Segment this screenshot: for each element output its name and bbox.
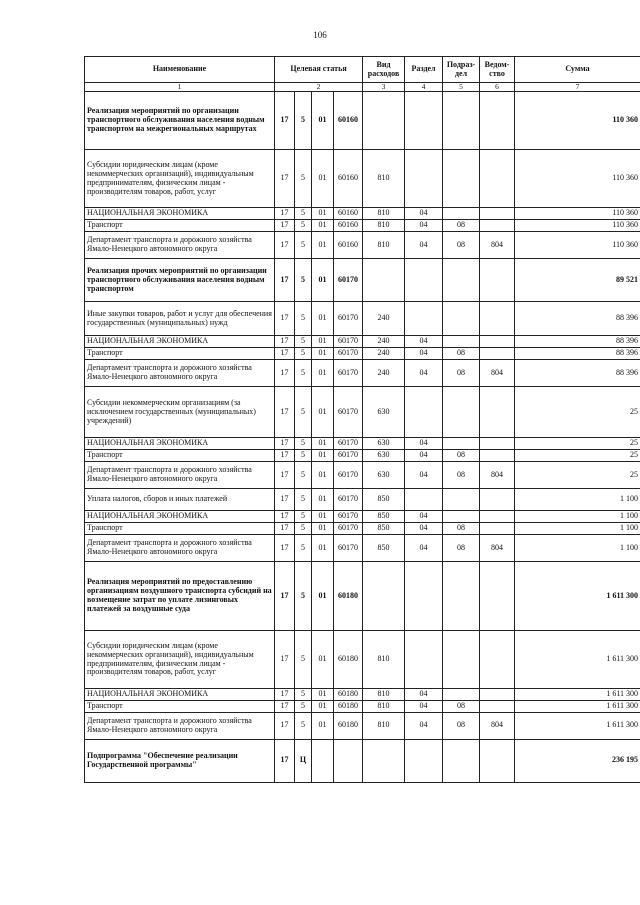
expense-type: 240 (363, 360, 405, 387)
expense-type (363, 259, 405, 302)
expense-type: 810 (363, 712, 405, 739)
expense-type: 630 (363, 387, 405, 438)
target-code-program: 17 (275, 438, 295, 450)
target-code-subprogram: 5 (295, 302, 312, 336)
table-row (85, 438, 640, 450)
target-code-program: 17 (275, 360, 295, 387)
target-code-direction: 60180 (334, 700, 363, 712)
amount: 88 396 (515, 360, 640, 387)
row-name: Транспорт (85, 348, 275, 360)
row-name: Субсидии юридическим лицам (кроме некоммерческих организаций), индивидуальным предпринимателям, физическим лицам - производителям товаров, работ, услуг (85, 150, 275, 208)
section-code: 04 (405, 689, 443, 701)
target-code-program: 17 (275, 739, 295, 782)
target-code-event: 01 (312, 259, 334, 302)
target-code-subprogram: 5 (295, 462, 312, 489)
target-code-direction: 60170 (334, 438, 363, 450)
header-target: Целевая статья (275, 57, 363, 83)
target-code-direction: 60170 (334, 348, 363, 360)
row-name: Департамент транспорта и дорожного хозяйства Ямало-Ненецкого автономного округа (85, 712, 275, 739)
target-code-direction: 60160 (334, 92, 363, 150)
target-code-program: 17 (275, 523, 295, 535)
amount: 25 (515, 387, 640, 438)
table-row (85, 689, 640, 701)
expense-type: 630 (363, 462, 405, 489)
target-code-event: 01 (312, 523, 334, 535)
table-row (85, 150, 640, 208)
amount: 110 360 (515, 150, 640, 208)
department-code (480, 220, 515, 232)
section-code: 04 (405, 208, 443, 220)
target-code-program: 17 (275, 712, 295, 739)
expense-type: 810 (363, 208, 405, 220)
target-code-event: 01 (312, 336, 334, 348)
section-code: 04 (405, 438, 443, 450)
subsection-code (443, 92, 480, 150)
row-name: Иные закупки товаров, работ и услуг для обеспечения государственных (муниципальных) нужд (85, 302, 275, 336)
target-code-event: 01 (312, 462, 334, 489)
table-row (85, 712, 640, 739)
table-body (85, 92, 640, 783)
row-name: НАЦИОНАЛЬНАЯ ЭКОНОМИКА (85, 511, 275, 523)
target-code-event: 01 (312, 489, 334, 511)
subsection-code: 08 (443, 220, 480, 232)
section-code: 04 (405, 232, 443, 259)
target-code-event: 01 (312, 360, 334, 387)
target-code-subprogram: 5 (295, 387, 312, 438)
department-code: 804 (480, 712, 515, 739)
target-code-program: 17 (275, 450, 295, 462)
target-code-event: 01 (312, 387, 334, 438)
section-code (405, 489, 443, 511)
department-code (480, 208, 515, 220)
row-name: Транспорт (85, 450, 275, 462)
table-row (85, 208, 640, 220)
target-code-event: 01 (312, 689, 334, 701)
subsection-code (443, 739, 480, 782)
section-code: 04 (405, 700, 443, 712)
subsection-code (443, 562, 480, 631)
subsection-code (443, 336, 480, 348)
target-code-subprogram: 5 (295, 438, 312, 450)
target-code-event: 01 (312, 712, 334, 739)
row-name: НАЦИОНАЛЬНАЯ ЭКОНОМИКА (85, 208, 275, 220)
target-code-subprogram: 5 (295, 92, 312, 150)
table-row (85, 302, 640, 336)
amount: 25 (515, 438, 640, 450)
target-code-subprogram: 5 (295, 259, 312, 302)
expense-type: 810 (363, 689, 405, 701)
table-row (85, 631, 640, 689)
table-row (85, 700, 640, 712)
target-code-subprogram: 5 (295, 336, 312, 348)
expense-type: 850 (363, 523, 405, 535)
target-code-subprogram: 5 (295, 712, 312, 739)
expense-type: 850 (363, 489, 405, 511)
target-code-direction: 60170 (334, 387, 363, 438)
target-code-direction: 60170 (334, 511, 363, 523)
header-name: Наименование (85, 57, 275, 83)
table-row (85, 462, 640, 489)
subsection-code: 08 (443, 360, 480, 387)
row-name: Субсидии некоммерческим организациям (за исключением государственных (муниципальных) учреждений) (85, 387, 275, 438)
header-subsection: Подраз-дел (443, 57, 480, 83)
subsection-code (443, 631, 480, 689)
expense-type: 240 (363, 336, 405, 348)
target-code-direction: 60180 (334, 689, 363, 701)
target-code-direction: 60170 (334, 489, 363, 511)
target-code-event: 01 (312, 208, 334, 220)
section-code (405, 150, 443, 208)
section-code: 04 (405, 511, 443, 523)
budget-table (84, 56, 640, 783)
department-code (480, 92, 515, 150)
amount: 1 100 (515, 511, 640, 523)
target-code-program: 17 (275, 336, 295, 348)
amount: 1 611 300 (515, 631, 640, 689)
subsection-code: 08 (443, 535, 480, 562)
target-code-direction: 60170 (334, 360, 363, 387)
subsection-code: 08 (443, 348, 480, 360)
target-code-program: 17 (275, 232, 295, 259)
expense-type: 850 (363, 511, 405, 523)
section-code (405, 562, 443, 631)
target-code-event: 01 (312, 302, 334, 336)
row-name: НАЦИОНАЛЬНАЯ ЭКОНОМИКА (85, 438, 275, 450)
subsection-code (443, 259, 480, 302)
department-code (480, 387, 515, 438)
section-code (405, 92, 443, 150)
expense-type: 810 (363, 220, 405, 232)
department-code (480, 336, 515, 348)
amount: 88 396 (515, 302, 640, 336)
table-row (85, 739, 640, 782)
amount: 88 396 (515, 336, 640, 348)
column-index: 5 (443, 83, 480, 92)
subsection-code: 08 (443, 450, 480, 462)
row-name: Реализация прочих мероприятий по организации транспортного обслуживания населения водным транспортом (85, 259, 275, 302)
target-code-direction (334, 739, 363, 782)
target-code-direction: 60180 (334, 562, 363, 631)
target-code-event: 01 (312, 232, 334, 259)
section-code (405, 739, 443, 782)
section-code (405, 631, 443, 689)
subsection-code: 08 (443, 462, 480, 489)
table-row (85, 523, 640, 535)
target-code-subprogram: 5 (295, 360, 312, 387)
department-code (480, 438, 515, 450)
target-code-subprogram: 5 (295, 562, 312, 631)
target-code-subprogram: 5 (295, 150, 312, 208)
table-row (85, 92, 640, 150)
section-code: 04 (405, 360, 443, 387)
table-row (85, 511, 640, 523)
target-code-subprogram: 5 (295, 348, 312, 360)
department-code: 804 (480, 232, 515, 259)
target-code-program: 17 (275, 511, 295, 523)
expense-type: 810 (363, 150, 405, 208)
department-code: 804 (480, 535, 515, 562)
department-code (480, 700, 515, 712)
amount: 236 195 (515, 739, 640, 782)
section-code: 04 (405, 336, 443, 348)
target-code-program: 17 (275, 348, 295, 360)
row-name: Транспорт (85, 220, 275, 232)
department-code (480, 150, 515, 208)
target-code-direction: 60170 (334, 523, 363, 535)
target-code-event: 01 (312, 220, 334, 232)
table-row (85, 450, 640, 462)
target-code-direction: 60180 (334, 631, 363, 689)
target-code-program: 17 (275, 489, 295, 511)
row-name: Уплата налогов, сборов и иных платежей (85, 489, 275, 511)
target-code-program: 17 (275, 689, 295, 701)
department-code (480, 739, 515, 782)
amount: 25 (515, 450, 640, 462)
target-code-subprogram: 5 (295, 450, 312, 462)
column-index: 6 (480, 83, 515, 92)
section-code: 04 (405, 450, 443, 462)
target-code-subprogram: 5 (295, 535, 312, 562)
target-code-subprogram: 5 (295, 489, 312, 511)
target-code-subprogram: 5 (295, 700, 312, 712)
table-row (85, 387, 640, 438)
target-code-event: 01 (312, 92, 334, 150)
table-row (85, 220, 640, 232)
amount: 110 360 (515, 232, 640, 259)
amount: 110 360 (515, 92, 640, 150)
header-expense-type: Вид расходов (363, 57, 405, 83)
amount: 1 100 (515, 489, 640, 511)
department-code (480, 259, 515, 302)
column-index: 7 (515, 83, 640, 92)
target-code-subprogram: 5 (295, 631, 312, 689)
target-code-event: 01 (312, 700, 334, 712)
target-code-subprogram: 5 (295, 511, 312, 523)
row-name: НАЦИОНАЛЬНАЯ ЭКОНОМИКА (85, 689, 275, 701)
amount: 25 (515, 462, 640, 489)
table-row (85, 232, 640, 259)
row-name: Реализация мероприятий по предоставлению организациям воздушного транспорта субсидий на возмещение затрат по уплате лизинговых платежей за воздушные суда (85, 562, 275, 631)
row-name: Департамент транспорта и дорожного хозяйства Ямало-Ненецкого автономного округа (85, 462, 275, 489)
table-row (85, 259, 640, 302)
target-code-subprogram: 5 (295, 208, 312, 220)
amount: 88 396 (515, 348, 640, 360)
target-code-direction: 60170 (334, 535, 363, 562)
table-row (85, 535, 640, 562)
target-code-event: 01 (312, 348, 334, 360)
subsection-code: 08 (443, 232, 480, 259)
expense-type (363, 92, 405, 150)
target-code-program: 17 (275, 535, 295, 562)
section-code: 04 (405, 220, 443, 232)
expense-type: 630 (363, 450, 405, 462)
page-number: 106 (313, 30, 327, 40)
amount: 1 611 300 (515, 562, 640, 631)
subsection-code (443, 438, 480, 450)
table-row (85, 336, 640, 348)
target-code-program: 17 (275, 631, 295, 689)
expense-type: 810 (363, 631, 405, 689)
expense-type (363, 562, 405, 631)
amount: 1 611 300 (515, 700, 640, 712)
target-code-subprogram: 5 (295, 523, 312, 535)
subsection-code: 08 (443, 523, 480, 535)
section-code (405, 302, 443, 336)
column-index-row (85, 83, 640, 92)
amount: 1 611 300 (515, 689, 640, 701)
department-code (480, 511, 515, 523)
row-name: Подпрограмма "Обеспечение реализации Государственной программы" (85, 739, 275, 782)
target-code-event (312, 739, 334, 782)
target-code-program: 17 (275, 208, 295, 220)
target-code-event: 01 (312, 150, 334, 208)
department-code (480, 562, 515, 631)
department-code: 804 (480, 462, 515, 489)
section-code: 04 (405, 523, 443, 535)
department-code (480, 523, 515, 535)
target-code-subprogram: 5 (295, 220, 312, 232)
department-code (480, 631, 515, 689)
column-index: 3 (363, 83, 405, 92)
target-code-program: 17 (275, 259, 295, 302)
row-name: Департамент транспорта и дорожного хозяйства Ямало-Ненецкого автономного округа (85, 232, 275, 259)
row-name: Департамент транспорта и дорожного хозяйства Ямало-Ненецкого автономного округа (85, 535, 275, 562)
table-row (85, 489, 640, 511)
target-code-subprogram: 5 (295, 689, 312, 701)
row-name: Транспорт (85, 700, 275, 712)
department-code: 804 (480, 360, 515, 387)
target-code-direction: 60160 (334, 150, 363, 208)
target-code-event: 01 (312, 535, 334, 562)
column-index: 1 (85, 83, 275, 92)
target-code-program: 17 (275, 562, 295, 631)
subsection-code (443, 302, 480, 336)
column-index: 2 (275, 83, 363, 92)
subsection-code (443, 689, 480, 701)
row-name: Субсидии юридическим лицам (кроме некоммерческих организаций), индивидуальным предпринимателям, физическим лицам - производителям товаров, работ, услуг (85, 631, 275, 689)
department-code (480, 450, 515, 462)
header-row (85, 57, 640, 83)
target-code-direction: 60170 (334, 302, 363, 336)
table-row (85, 360, 640, 387)
row-name: НАЦИОНАЛЬНАЯ ЭКОНОМИКА (85, 336, 275, 348)
row-name: Департамент транспорта и дорожного хозяйства Ямало-Ненецкого автономного округа (85, 360, 275, 387)
table-row (85, 348, 640, 360)
expense-type: 630 (363, 438, 405, 450)
header-department: Ведом-ство (480, 57, 515, 83)
target-code-program: 17 (275, 462, 295, 489)
target-code-direction: 60160 (334, 220, 363, 232)
target-code-direction: 60170 (334, 336, 363, 348)
target-code-event: 01 (312, 438, 334, 450)
section-code: 04 (405, 348, 443, 360)
amount: 1 100 (515, 535, 640, 562)
subsection-code: 08 (443, 712, 480, 739)
target-code-subprogram: 5 (295, 232, 312, 259)
target-code-direction: 60180 (334, 712, 363, 739)
section-code: 04 (405, 535, 443, 562)
target-code-event: 01 (312, 562, 334, 631)
amount: 1 611 300 (515, 712, 640, 739)
subsection-code (443, 511, 480, 523)
subsection-code (443, 208, 480, 220)
department-code (480, 689, 515, 701)
target-code-event: 01 (312, 450, 334, 462)
target-code-direction: 60160 (334, 208, 363, 220)
section-code (405, 387, 443, 438)
target-code-program: 17 (275, 387, 295, 438)
amount: 89 521 (515, 259, 640, 302)
target-code-program: 17 (275, 92, 295, 150)
header-amount: Сумма (515, 57, 640, 83)
subsection-code: 08 (443, 700, 480, 712)
target-code-program: 17 (275, 700, 295, 712)
row-name: Реализация мероприятий по организации транспортного обслуживания населения водным транспортом на межрегиональных маршрутах (85, 92, 275, 150)
expense-type: 240 (363, 302, 405, 336)
table-row (85, 562, 640, 631)
expense-type: 810 (363, 232, 405, 259)
department-code (480, 489, 515, 511)
header-section: Раздел (405, 57, 443, 83)
target-code-direction: 60170 (334, 462, 363, 489)
expense-type: 810 (363, 700, 405, 712)
amount: 1 100 (515, 523, 640, 535)
column-index: 4 (405, 83, 443, 92)
target-code-event: 01 (312, 631, 334, 689)
subsection-code (443, 489, 480, 511)
expense-type (363, 739, 405, 782)
target-code-direction: 60170 (334, 450, 363, 462)
target-code-program: 17 (275, 150, 295, 208)
target-code-direction: 60160 (334, 232, 363, 259)
department-code (480, 302, 515, 336)
amount: 110 360 (515, 220, 640, 232)
target-code-subprogram: Ц (295, 739, 312, 782)
section-code (405, 259, 443, 302)
target-code-program: 17 (275, 302, 295, 336)
target-code-direction: 60170 (334, 259, 363, 302)
amount: 110 360 (515, 208, 640, 220)
target-code-event: 01 (312, 511, 334, 523)
row-name: Транспорт (85, 523, 275, 535)
section-code: 04 (405, 712, 443, 739)
expense-type: 850 (363, 535, 405, 562)
subsection-code (443, 387, 480, 438)
section-code: 04 (405, 462, 443, 489)
expense-type: 240 (363, 348, 405, 360)
department-code (480, 348, 515, 360)
target-code-program: 17 (275, 220, 295, 232)
subsection-code (443, 150, 480, 208)
